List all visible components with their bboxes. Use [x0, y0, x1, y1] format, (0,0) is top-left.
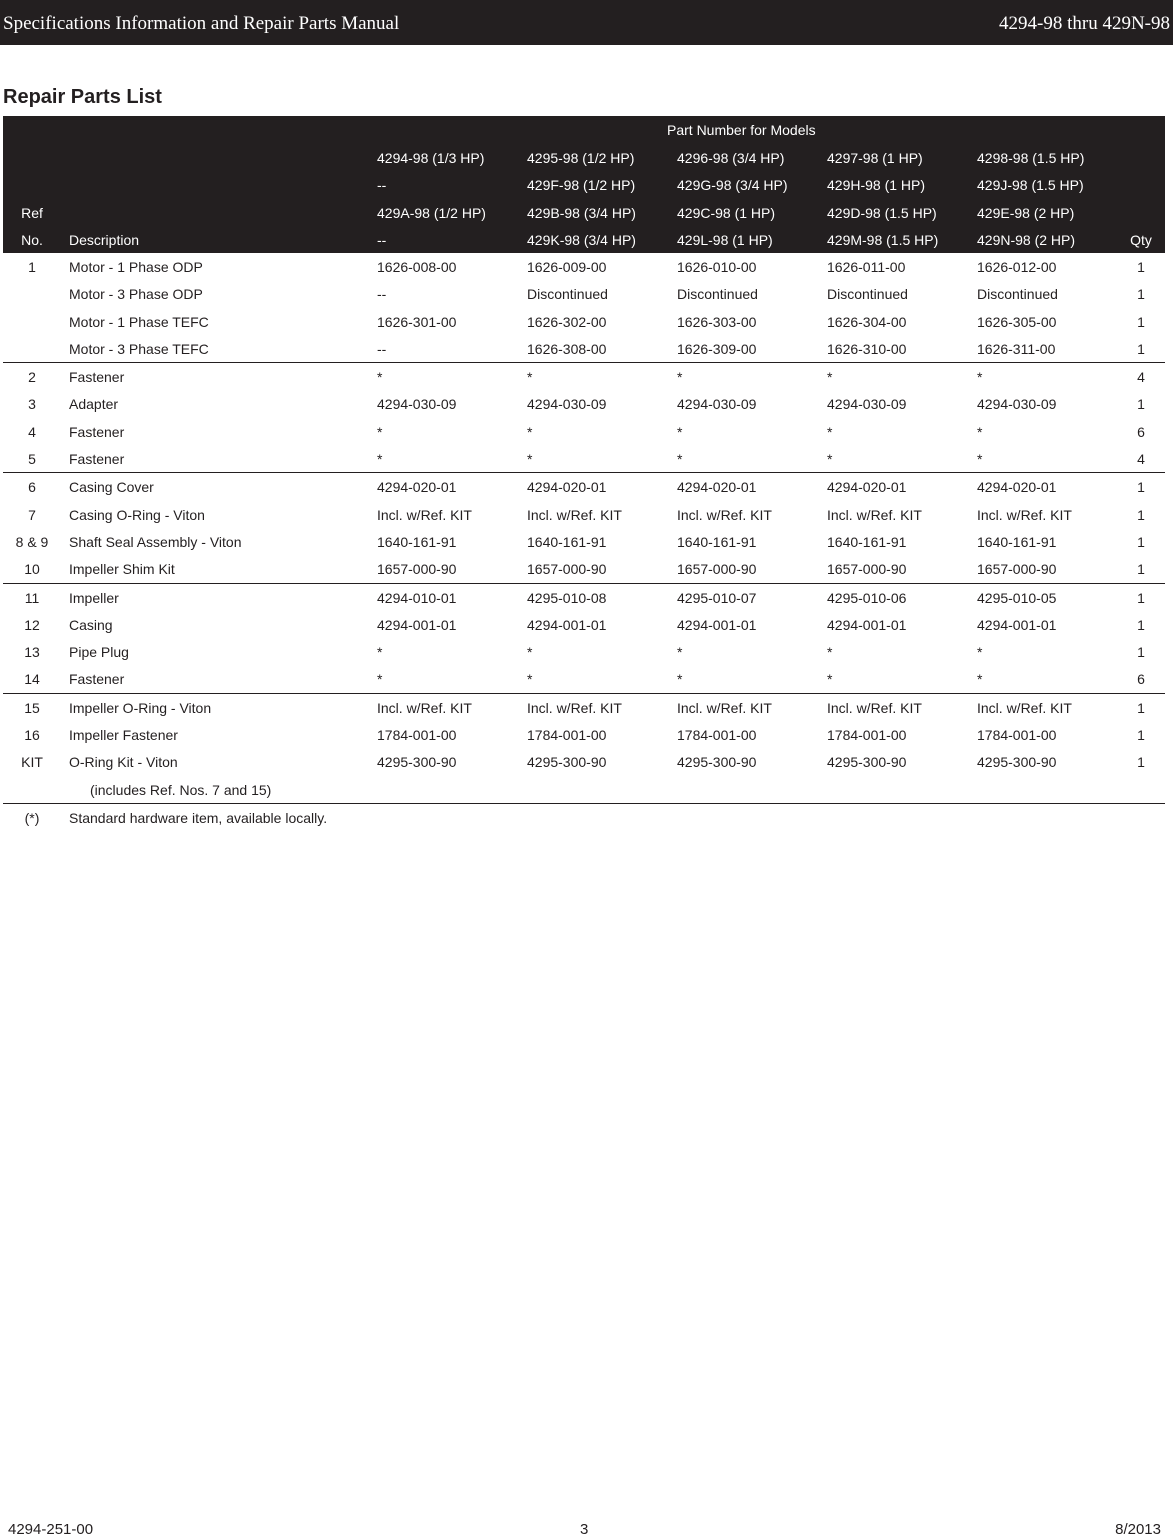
part-number: 1626-301-00	[377, 313, 457, 330]
part-number: 1784-001-00	[527, 727, 607, 744]
model-header-cell: 429B-98 (3/4 HP)	[527, 205, 636, 221]
ref-number: 15	[24, 699, 40, 716]
table-row	[3, 445, 1165, 473]
part-number: 4294-030-09	[377, 396, 457, 413]
model-header-cell: 429G-98 (3/4 HP)	[677, 177, 788, 193]
model-header-cell: 429N-98 (2 HP)	[977, 232, 1076, 248]
model-header-cell: 4298-98 (1.5 HP)	[977, 150, 1085, 166]
part-number: *	[677, 369, 683, 386]
model-header-cell: 4295-98 (1/2 HP)	[527, 150, 635, 166]
model-header-cell: --	[377, 177, 387, 193]
part-number: 4295-300-90	[377, 754, 457, 771]
part-number: 4295-010-08	[527, 589, 607, 606]
part-number: 1626-305-00	[977, 313, 1057, 330]
part-qty: 1	[1137, 699, 1145, 716]
part-description: Fastener	[69, 451, 125, 468]
part-number: Incl. w/Ref. KIT	[377, 699, 472, 716]
part-number: 4295-300-90	[977, 754, 1057, 771]
part-description: Fastener	[69, 423, 125, 440]
part-number: *	[977, 644, 983, 661]
part-number: 1626-012-00	[977, 259, 1057, 275]
part-number: Incl. w/Ref. KIT	[527, 699, 622, 716]
model-header-cell: 429M-98 (1.5 HP)	[827, 232, 939, 248]
page-header	[0, 0, 1173, 45]
part-number: 4294-001-01	[377, 616, 457, 633]
ref-number: 5	[28, 451, 36, 468]
part-number: --	[377, 340, 387, 357]
part-number: *	[527, 423, 533, 440]
table-row	[3, 335, 1165, 363]
part-number: 4294-030-09	[677, 396, 757, 413]
part-number: 1784-001-00	[377, 727, 457, 744]
model-range: 4294-98 thru 429N-98	[999, 13, 1170, 34]
part-number: 4295-010-06	[827, 589, 907, 606]
part-number: 1657-000-90	[527, 561, 607, 578]
model-header-cell: 429E-98 (2 HP)	[977, 205, 1075, 221]
part-number: 4294-030-09	[977, 396, 1057, 413]
manual-title: Specifications Information and Repair Parts Manual	[3, 13, 400, 34]
model-header-cell: 429A-98 (1/2 HP)	[377, 205, 486, 221]
part-number: --	[377, 286, 387, 303]
part-qty: 6	[1137, 671, 1145, 688]
part-number: 1640-161-91	[977, 533, 1057, 550]
part-number: *	[827, 671, 833, 688]
part-qty: 1	[1137, 754, 1145, 771]
model-header-cell: 429J-98 (1.5 HP)	[977, 177, 1084, 193]
part-number: *	[677, 423, 683, 440]
part-number: *	[977, 671, 983, 688]
table-row	[3, 584, 1165, 611]
part-number: *	[827, 451, 833, 468]
model-header-cell: 429L-98 (1 HP)	[677, 232, 773, 248]
table-row	[3, 694, 1165, 721]
part-number: 1640-161-91	[527, 533, 607, 550]
part-number: 4295-010-05	[977, 589, 1057, 606]
part-qty: 6	[1137, 423, 1145, 440]
part-qty: 1	[1137, 259, 1145, 275]
part-number: Discontinued	[977, 286, 1058, 303]
part-number: 1657-000-90	[677, 561, 757, 578]
part-number: Incl. w/Ref. KIT	[377, 506, 472, 523]
ref-number: 14	[24, 671, 40, 688]
part-description: Shaft Seal Assembly - Viton	[69, 533, 242, 550]
part-number: 1784-001-00	[677, 727, 757, 744]
part-description: Pipe Plug	[69, 644, 129, 661]
part-number: 4294-010-01	[377, 589, 457, 606]
part-number: 1784-001-00	[827, 727, 907, 744]
footnote-text: Standard hardware item, available locally.	[69, 809, 328, 826]
group-header: Part Number for Models	[667, 122, 816, 138]
table-header	[3, 116, 1165, 253]
ref-number: 6	[28, 479, 36, 496]
ref-no-label: No.	[21, 232, 43, 248]
table-row	[3, 638, 1165, 665]
part-number: *	[677, 451, 683, 468]
part-number: *	[377, 451, 383, 468]
part-qty: 1	[1137, 616, 1145, 633]
part-description: Casing	[69, 616, 113, 633]
part-number: 1626-010-00	[677, 259, 757, 275]
model-header-cell: 429F-98 (1/2 HP)	[527, 177, 636, 193]
part-number: *	[377, 644, 383, 661]
part-number: 1626-309-00	[677, 340, 757, 357]
part-number: 1626-304-00	[827, 313, 907, 330]
table-row	[3, 390, 1165, 417]
table-row	[3, 721, 1165, 748]
part-description: Casing Cover	[69, 479, 154, 496]
part-number: 4294-030-09	[527, 396, 607, 413]
part-number: 4294-001-01	[677, 616, 757, 633]
part-number: 4294-020-01	[377, 479, 457, 496]
part-number: *	[527, 451, 533, 468]
model-header-cell: 4297-98 (1 HP)	[827, 150, 923, 166]
part-description: Adapter	[69, 396, 119, 413]
ref-number: 10	[24, 561, 40, 578]
part-number: 4295-300-90	[677, 754, 757, 771]
part-number: 4294-001-01	[527, 616, 607, 633]
part-qty: 1	[1137, 286, 1145, 303]
part-description: Impeller	[69, 589, 119, 606]
part-number: *	[377, 671, 383, 688]
part-description: Motor - 3 Phase TEFC	[69, 340, 209, 357]
part-number: 1626-308-00	[527, 340, 607, 357]
footnote-row	[3, 804, 1165, 831]
part-number: 4294-020-01	[977, 479, 1057, 496]
part-number: 1784-001-00	[977, 727, 1057, 744]
part-number: Incl. w/Ref. KIT	[977, 699, 1072, 716]
part-number: 4294-020-01	[827, 479, 907, 496]
part-description: Fastener	[69, 369, 125, 386]
part-qty: 4	[1137, 451, 1145, 468]
part-qty: 1	[1137, 506, 1145, 523]
part-number: Incl. w/Ref. KIT	[677, 699, 772, 716]
table-row	[3, 280, 1165, 307]
part-number: 4294-030-09	[827, 396, 907, 413]
part-description: Impeller Shim Kit	[69, 561, 175, 578]
ref-number: 1	[28, 259, 36, 275]
part-number: *	[377, 369, 383, 386]
ref-number: 3	[28, 396, 36, 413]
part-number: *	[527, 369, 533, 386]
part-description: Motor - 1 Phase TEFC	[69, 313, 209, 330]
part-description: Fastener	[69, 671, 125, 688]
doc-number: 4294-251-00	[8, 1521, 94, 1538]
ref-number: 13	[24, 644, 40, 661]
part-qty: 1	[1137, 396, 1145, 413]
model-header-cell: 4296-98 (3/4 HP)	[677, 150, 785, 166]
table-row	[3, 418, 1165, 445]
table-row	[3, 555, 1165, 583]
part-number: *	[977, 451, 983, 468]
model-header-cell: 429H-98 (1 HP)	[827, 177, 926, 193]
part-number: Discontinued	[527, 286, 608, 303]
part-qty: 1	[1137, 644, 1145, 661]
table-row	[3, 528, 1165, 555]
description-label: Description	[69, 232, 140, 248]
table-row	[3, 308, 1165, 335]
part-number: Incl. w/Ref. KIT	[977, 506, 1072, 523]
part-number: 1640-161-91	[827, 533, 907, 550]
model-header-cell: --	[377, 232, 387, 248]
part-description: Motor - 1 Phase ODP	[69, 259, 203, 275]
ref-number: 8 & 9	[15, 533, 49, 550]
part-description: O-Ring Kit - Viton	[69, 754, 178, 771]
part-qty: 1	[1137, 533, 1145, 550]
ref-number: 2	[28, 369, 36, 386]
part-number: *	[827, 369, 833, 386]
part-number: 4294-020-01	[527, 479, 607, 496]
part-number: Incl. w/Ref. KIT	[827, 506, 922, 523]
part-number: *	[977, 369, 983, 386]
table-row	[3, 748, 1165, 775]
table-row	[3, 473, 1165, 500]
part-number: 1657-000-90	[827, 561, 907, 578]
part-number: *	[527, 644, 533, 661]
part-number: 1626-302-00	[527, 313, 607, 330]
footnote-marker: (*)	[24, 809, 40, 826]
part-description: Impeller O-Ring - Viton	[69, 699, 212, 716]
part-number: Incl. w/Ref. KIT	[827, 699, 922, 716]
part-number: 1626-303-00	[677, 313, 757, 330]
ref-number: 12	[24, 616, 40, 633]
table-row	[3, 253, 1165, 280]
model-header-cell: 429K-98 (3/4 HP)	[527, 232, 636, 248]
part-number: 1626-008-00	[377, 259, 457, 275]
page-number: 3	[580, 1521, 589, 1538]
part-number: Incl. w/Ref. KIT	[527, 506, 622, 523]
part-description: Casing O-Ring - Viton	[69, 506, 205, 523]
table-row	[3, 501, 1165, 528]
part-number: 4295-300-90	[527, 754, 607, 771]
part-description: Impeller Fastener	[69, 727, 178, 744]
part-number: 1626-311-00	[977, 340, 1056, 357]
section-title: Repair Parts List	[3, 86, 162, 108]
part-qty: 4	[1137, 369, 1145, 386]
qty-label: Qty	[1130, 232, 1152, 248]
part-number: Incl. w/Ref. KIT	[677, 506, 772, 523]
part-number: *	[827, 423, 833, 440]
ref-number: 4	[28, 423, 36, 440]
table-row	[3, 665, 1165, 693]
part-number: *	[377, 423, 383, 440]
part-number: 1626-310-00	[827, 340, 907, 357]
kit-note: (includes Ref. Nos. 7 and 15)	[90, 781, 272, 798]
part-qty: 1	[1137, 479, 1145, 496]
ref-number: 16	[24, 727, 40, 744]
part-number: 1657-000-90	[977, 561, 1057, 578]
part-number: *	[677, 644, 683, 661]
part-number: Discontinued	[827, 286, 908, 303]
part-description: Motor - 3 Phase ODP	[69, 286, 203, 303]
part-number: 4295-010-07	[677, 589, 757, 606]
part-number: 1626-011-00	[827, 259, 906, 275]
part-qty: 1	[1137, 561, 1145, 578]
ref-number: 7	[28, 506, 36, 523]
part-qty: 1	[1137, 340, 1145, 357]
ref-number: KIT	[21, 754, 43, 771]
doc-date: 8/2013	[1115, 1521, 1161, 1538]
part-number: 4294-001-01	[827, 616, 907, 633]
part-number: 4294-020-01	[677, 479, 757, 496]
ref-label: Ref	[21, 205, 43, 221]
kit-note-row	[3, 776, 1165, 804]
part-number: 4294-001-01	[977, 616, 1057, 633]
part-number: 4295-300-90	[827, 754, 907, 771]
model-header-cell: 429D-98 (1.5 HP)	[827, 205, 937, 221]
table-row	[3, 363, 1165, 390]
part-number: *	[677, 671, 683, 688]
part-number: 1640-161-91	[377, 533, 457, 550]
model-header-cell: 429C-98 (1 HP)	[677, 205, 776, 221]
part-number: 1640-161-91	[677, 533, 757, 550]
part-number: Discontinued	[677, 286, 758, 303]
part-qty: 1	[1137, 313, 1145, 330]
model-header-cell: 4294-98 (1/3 HP)	[377, 150, 485, 166]
part-number: 1657-000-90	[377, 561, 457, 578]
table-row	[3, 611, 1165, 638]
parts-table-body	[3, 253, 1165, 831]
part-number: *	[827, 644, 833, 661]
part-qty: 1	[1137, 589, 1145, 606]
part-number: *	[527, 671, 533, 688]
part-number: 1626-009-00	[527, 259, 607, 275]
ref-number: 11	[24, 589, 40, 606]
part-qty: 1	[1137, 727, 1145, 744]
part-number: *	[977, 423, 983, 440]
